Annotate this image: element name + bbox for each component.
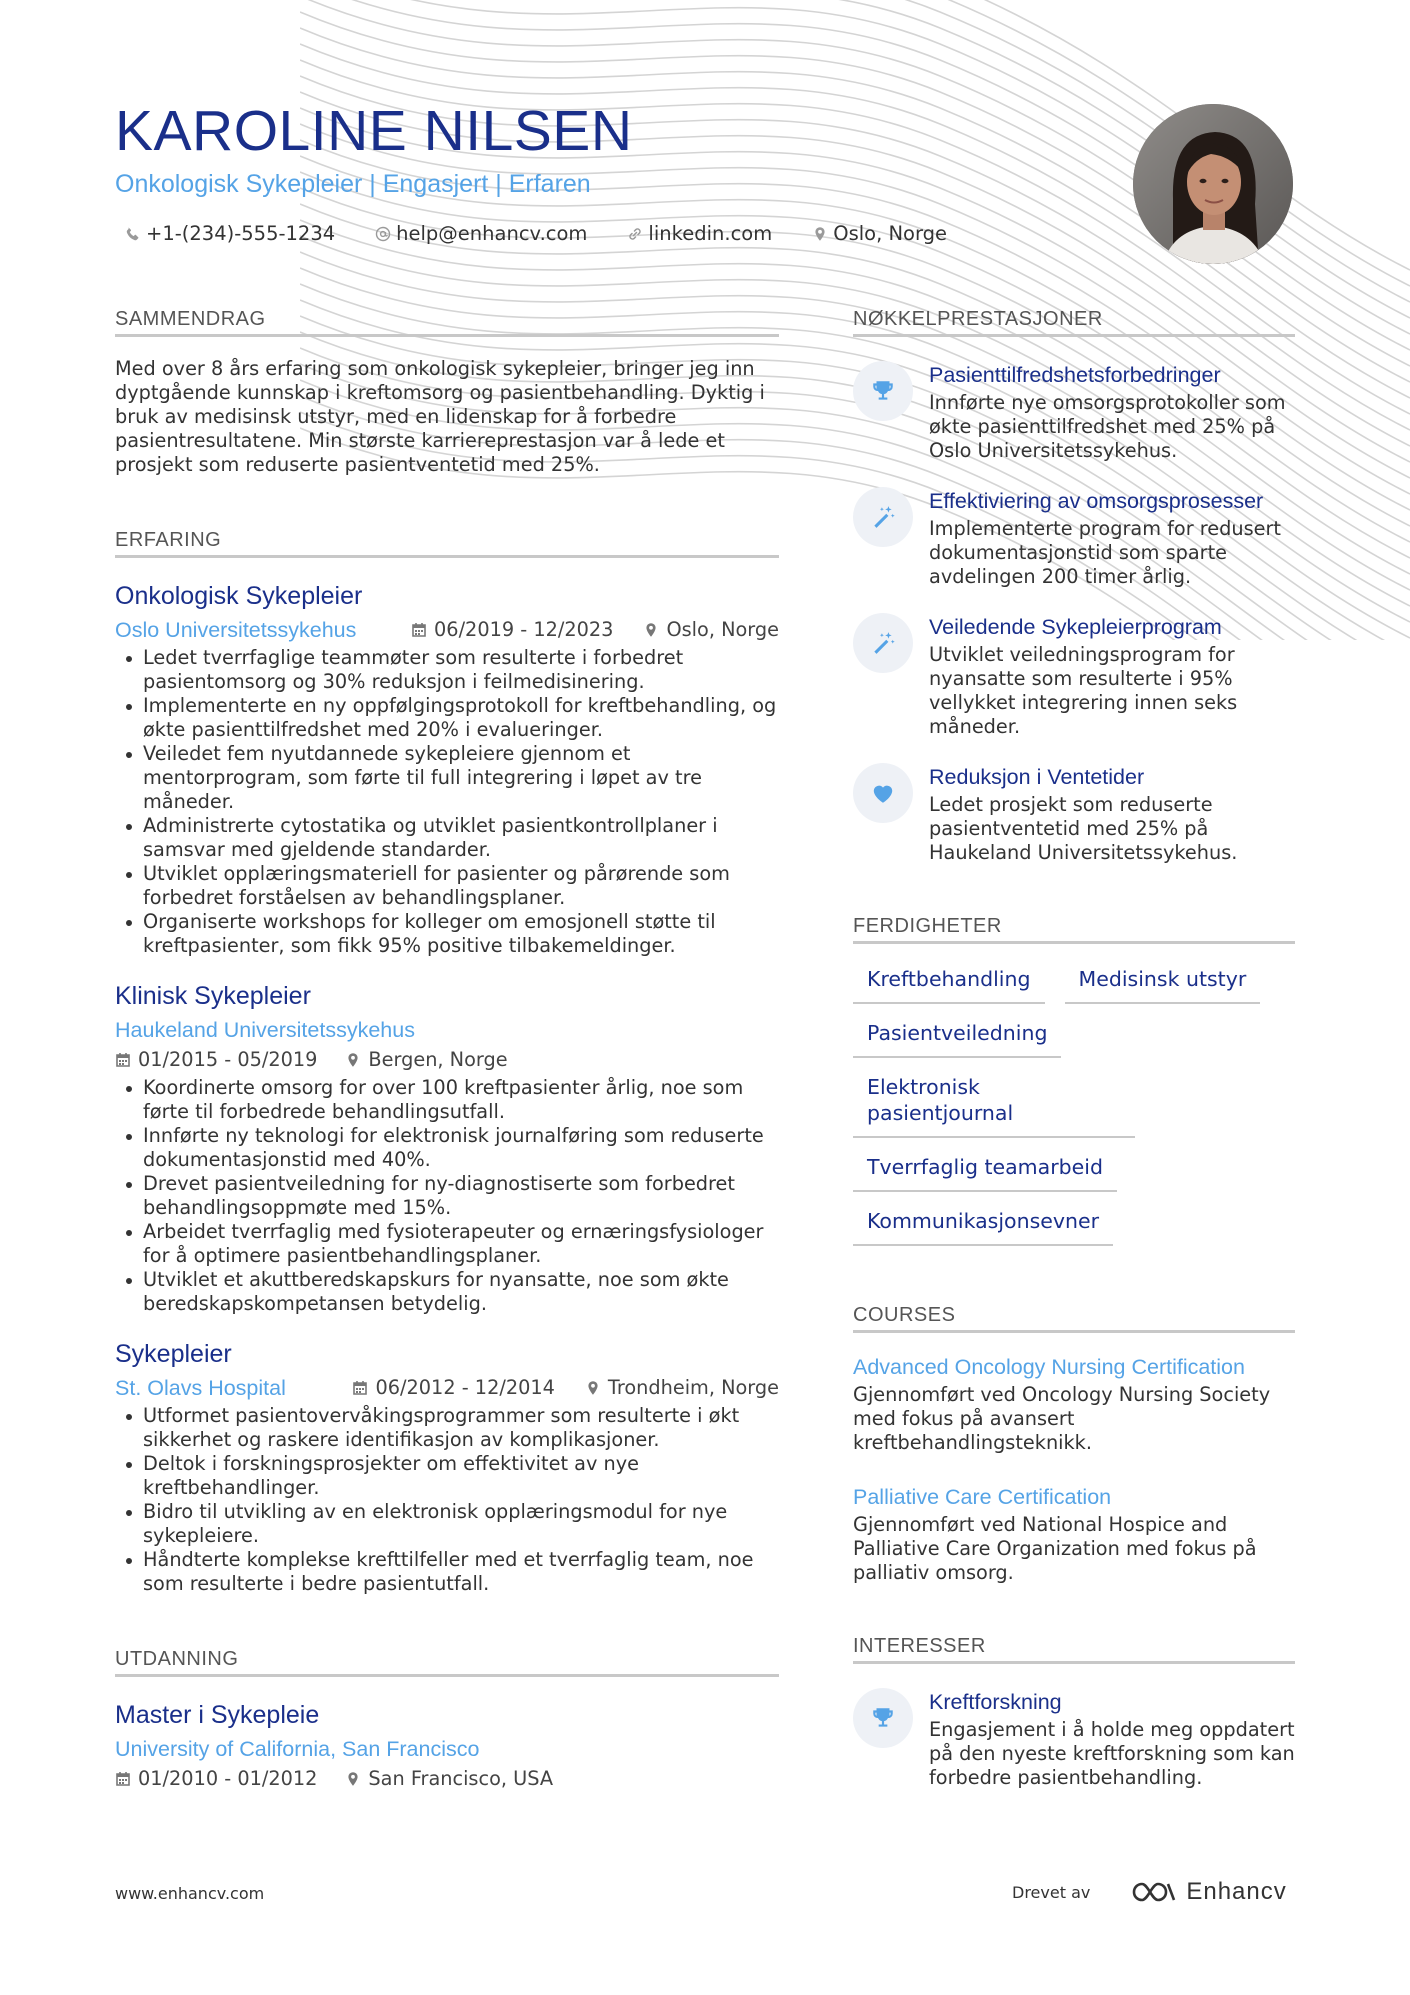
brand-logo[interactable] [1130,1878,1286,1906]
skills-section [853,913,1295,1254]
achievement-text: Utviklet veiledningsprogram for nyansatte som resulterte i 95% vellykket integrering innen seks måneder. [929,643,1238,738]
job-bullet: Arbeidet tverrfaglig med fysioterapeuter og ernæringsfysiologer for å optimere pasientbehandlingsplaner. [115,1220,779,1268]
contact-location [812,222,947,245]
job-entry [115,580,779,958]
achievement-title: Pasienttilfredshetsforbedringer [929,363,1221,387]
job-bullet: Håndterte komplekse krefttilfeller med et tverrfaglig team, noe som resulterte i bedre pasientutfall. [115,1548,779,1596]
calendar-icon [411,622,427,638]
skills-list [853,958,1295,1254]
profile-photo [1133,104,1293,264]
contact-linkedin[interactable] [627,222,772,245]
footer-branding [1012,1878,1287,1906]
course-title: Advanced Oncology Nursing Certification [853,1355,1245,1379]
degree-title: Master i Sykepleie [115,1701,320,1729]
school-line [115,1735,779,1763]
location-pin-icon [345,1052,361,1068]
experience-section [115,527,779,1596]
achievement-text: Innførte nye omsorgsprotokoller som økte pasienttilfredshet med 25% på Oslo Universitetssykehus. [929,391,1286,462]
achievement-text: Implementerte program for redusert dokumentasjonstid som sparte avdelingen 200 timer årlig. [929,517,1281,588]
trophy-icon [870,1705,896,1731]
avatar-portrait [1133,104,1293,264]
summary-text: Med over 8 års erfaring som onkologisk sykepleier, bringer jeg inn dyptgående kunnskap i kreftomsorg og pasientbehandling. Dyktig i bruk av medisinsk utstyr, med en lidenskap for å forbedre pasientresultatene. Min største karriereprestasjon var å lede et prosjekt som reduserte pasientventetid med 25%. [115,357,765,476]
phone-icon [125,226,141,242]
education-meta [115,1765,779,1793]
job-bullets [115,1076,779,1316]
summary-heading: SAMMENDRAG [115,306,779,337]
footer-website[interactable]: www.enhancv.com [115,1884,265,1903]
job-bullet: Veiledet fem nyutdannede sykepleiere gjennom et mentorprogram, som førte til full integrering i løpet av tre måneder. [115,742,779,814]
resume-header [115,96,1115,245]
magic-wand-icon [870,504,896,530]
job-meta [115,616,779,644]
achievement-icon-badge [853,763,913,823]
calendar-icon [115,1771,131,1787]
job-dates-text: 06/2012 - 12/2014 [375,1376,555,1399]
job-location [585,1374,779,1402]
education-dates [115,1765,317,1793]
interest-icon-badge [853,1688,913,1748]
job-bullet: Ledet tverrfaglige teammøter som resulterte i forbedret pasientomsorg og 30% reduksjon i feilmedisinering. [115,646,779,694]
job-company: Oslo Universitetssykehus [115,618,357,642]
job-location [345,1046,507,1074]
right-column [853,306,1295,1790]
candidate-name: KAROLINE NILSEN [115,99,633,163]
job-bullet: Bidro til utvikling av en elektronisk opplæringsmodul for nye sykepleiere. [115,1500,779,1548]
trophy-icon [870,378,896,404]
course-text: Gjennomført ved Oncology Nursing Society med fokus på avansert kreftbehandlingsteknikk. [853,1383,1271,1454]
school-name: University of California, San Francisco [115,1737,480,1761]
job-dates [352,1374,554,1402]
skill-tag: Elektronisk pasientjournal [853,1066,1135,1138]
job-dates [115,1046,317,1074]
courses-section [853,1302,1295,1585]
achievement-title: Veiledende Sykepleierprogram [929,615,1222,639]
job-bullet: Administrerte cytostatika og utviklet pasientkontrollplaner i samsvar med gjeldende standarder. [115,814,779,862]
contact-email[interactable] [375,222,587,245]
contact-location-text: Oslo, Norge [833,222,948,245]
skill-tag: Pasientveiledning [853,1012,1061,1058]
interest-item [853,1688,1295,1790]
job-location-text: Trondheim, Norge [607,1376,779,1399]
job-bullet: Drevet pasientveiledning for ny-diagnostiserte som forbedret behandlingsoppmøte med 15%. [115,1172,779,1220]
education-dates-text: 01/2010 - 01/2012 [138,1767,318,1790]
contact-linkedin-text: linkedin.com [648,222,773,245]
job-bullet: Deltok i forskningsprosjekter om effektivitet av nye kreftbehandlinger. [115,1452,779,1500]
magic-wand-icon [870,630,896,656]
job-title: Onkologisk Sykepleier [115,582,363,610]
achievement-item [853,613,1295,739]
job-bullet: Utviklet et akuttberedskapskurs for nyansatte, noe som økte beredskapskompetansen betydelig. [115,1268,779,1316]
brand-name: Enhancv [1186,1878,1287,1905]
achievement-item [853,361,1295,463]
job-bullet: Organiserte workshops for kolleger om emosjonell støtte til kreftpasienter, som fikk 95% positive tilbakemeldinger. [115,910,779,958]
job-title: Klinisk Sykepleier [115,982,311,1010]
contact-phone-text: +1-(234)-555-1234 [146,222,336,245]
achievement-item [853,763,1295,865]
achievement-item [853,487,1295,589]
contact-row [115,222,1115,245]
skill-tag: Tverrfaglig teamarbeid [853,1146,1117,1192]
skill-tag: Kommunikasjonsevner [853,1200,1113,1246]
job-location-text: Bergen, Norge [368,1048,508,1071]
achievement-title: Effektiviering av omsorgsprosesser [929,489,1264,513]
achievement-icon-badge [853,487,913,547]
job-meta [115,1016,779,1044]
at-icon [375,226,391,242]
course-text: Gjennomført ved National Hospice and Palliative Care Organization med fokus på palliativ omsorg. [853,1513,1257,1584]
job-entry [115,1338,779,1596]
education-section [115,1646,779,1793]
interests-heading: INTERESSER [853,1633,1295,1664]
achievement-icon-badge [853,613,913,673]
location-pin-icon [345,1771,361,1787]
job-location-text: Oslo, Norge [666,618,779,641]
contact-phone[interactable] [125,222,335,245]
job-meta [115,1374,779,1402]
job-bullet: Implementerte en ny oppfølgingsprotokoll for kreftbehandling, og økte pasienttilfredshet med 20% i evalueringer. [115,694,779,742]
contact-email-text: help@enhancv.com [396,222,588,245]
skill-tag: Kreftbehandling [853,958,1045,1004]
candidate-tagline: Onkologisk Sykepleier | Engasjert | Erfaren [115,170,591,198]
achievement-icon-badge [853,361,913,421]
achievements-section [853,306,1295,865]
achievement-title: Reduksjon i Ventetider [929,765,1145,789]
education-location-text: San Francisco, USA [368,1767,554,1790]
job-bullets [115,1404,779,1596]
experience-heading: ERFARING [115,527,779,558]
powered-by-text: Drevet av [1012,1882,1091,1902]
job-entry [115,980,779,1316]
skill-tag: Medisinsk utstyr [1065,958,1261,1004]
job-company: St. Olavs Hospital [115,1376,286,1400]
interests-section [853,1633,1295,1790]
calendar-icon [352,1380,368,1396]
job-dates [411,616,613,644]
education-heading: UTDANNING [115,1646,779,1677]
interest-text: Engasjement i å holde meg oppdatert på den nyeste kreftforskning som kan forbedre pasientbehandling. [929,1718,1295,1789]
job-bullet: Koordinerte omsorg for over 100 kreftpasienter årlig, noe som førte til forbedrede behandlingsutfall. [115,1076,779,1124]
left-column [115,306,779,1793]
heart-icon [870,780,896,806]
job-title: Sykepleier [115,1340,232,1368]
job-meta-line [115,1046,779,1074]
job-bullets [115,646,779,958]
location-pin-icon [643,622,659,638]
job-location [643,616,779,644]
job-bullet: Utformet pasientovervåkingsprogrammer som resulterte i økt sikkerhet og raskere identifikasjon av komplikasjoner. [115,1404,779,1452]
location-pin-icon [812,226,828,242]
job-bullet: Utviklet opplæringsmateriell for pasienter og pårørende som forbedret forståelsen av behandlingsplaner. [115,862,779,910]
course-title: Palliative Care Certification [853,1485,1112,1509]
summary-section [115,306,779,477]
courses-heading: COURSES [853,1302,1295,1333]
education-location [345,1765,553,1793]
location-pin-icon [585,1380,601,1396]
job-bullet: Innførte ny teknologi for elektronisk journalføring som reduserte dokumentasjonstid med 40%. [115,1124,779,1172]
calendar-icon [115,1052,131,1068]
job-company: Haukeland Universitetssykehus [115,1018,415,1042]
job-dates-text: 06/2019 - 12/2023 [434,618,614,641]
education-entry [115,1699,779,1793]
achievement-text: Ledet prosjekt som reduserte pasientventetid med 25% på Haukeland Universitetssykehus. [929,793,1238,864]
course-item [853,1483,1295,1585]
enhancv-logo-icon [1130,1879,1176,1905]
link-icon [627,226,643,242]
skills-heading: FERDIGHETER [853,913,1295,944]
interest-title: Kreftforskning [929,1690,1062,1714]
achievements-heading: NØKKELPRESTASJONER [853,306,1295,337]
job-dates-text: 01/2015 - 05/2019 [138,1048,318,1071]
course-item [853,1353,1295,1455]
